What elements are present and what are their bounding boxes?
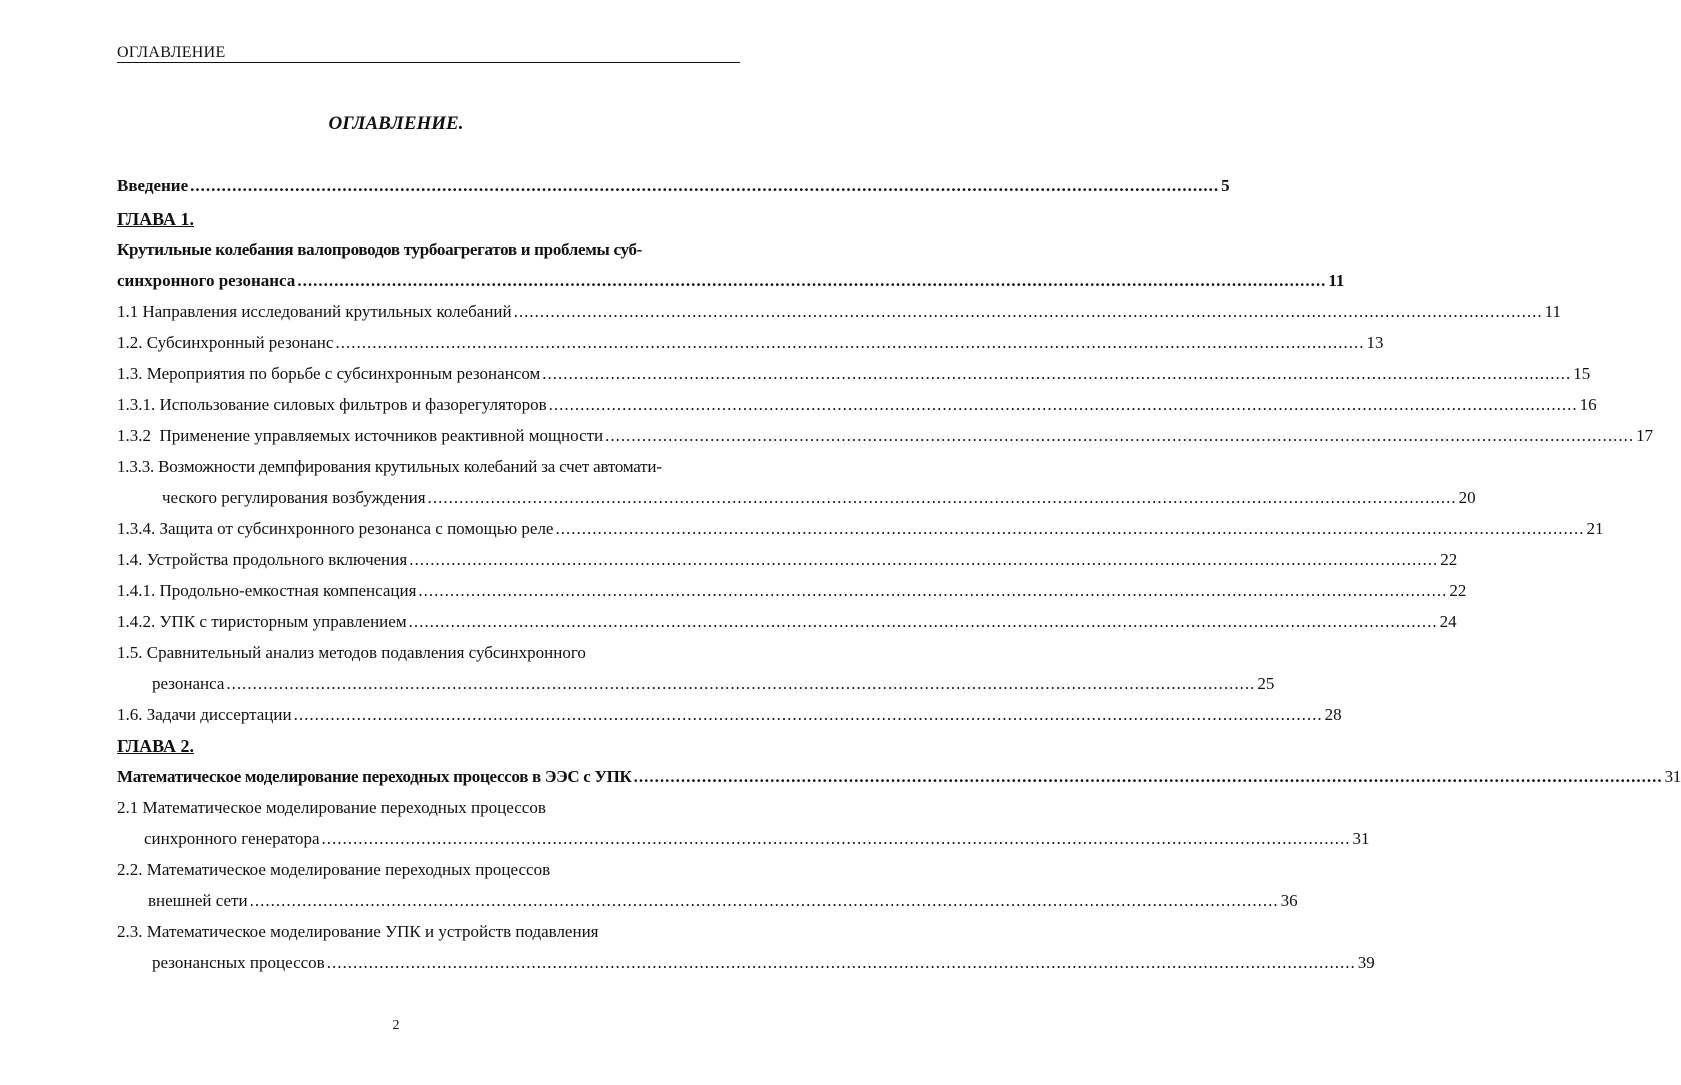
toc-entry-2-2-line2 — [148, 889, 1298, 913]
toc-entry-page: 16 — [1579, 395, 1597, 414]
toc-entry-1-5-line2 — [152, 672, 1275, 696]
toc-entry-page: 22 — [1440, 550, 1458, 569]
toc-entry-1-1 — [117, 300, 1562, 324]
toc-entry-text: 1.4.1. Продольно-емкостная компенсация — [117, 581, 417, 600]
toc-entry-text: синхронного генератора — [144, 829, 320, 848]
toc-entry-1-3-4 — [117, 517, 1604, 541]
chapter-1-title-line2 — [117, 269, 1345, 293]
toc-entry-text: 1.6. Задачи диссертации — [117, 705, 292, 724]
chapter-1-heading: ГЛАВА 1. — [117, 209, 195, 229]
dot-leader: .................................................................................................................................................................................................... — [409, 550, 1439, 569]
dot-leader: .................................................................................................................................................................................................... — [293, 705, 1323, 724]
toc-entry-text: 1.3.1. Использование силовых фильтров и фазорегуляторов — [117, 395, 547, 414]
toc-entry-page: 31 — [1352, 829, 1370, 848]
toc-entry-text: синхронного резонанса — [117, 271, 296, 290]
toc-entry-2-3-line1: 2.3. Математическое моделирование УПК и устройств подавления — [117, 922, 599, 941]
toc-entry-page: 28 — [1324, 705, 1342, 724]
toc-entry-page: 39 — [1357, 953, 1375, 972]
toc-entry-text: 1.2. Субсинхронный резонанс — [117, 333, 334, 352]
dot-leader: .................................................................................................................................................................................................... — [542, 364, 1572, 383]
chapter-1-title-line1: Крутильные колебания валопроводов турбоагрегатов и проблемы суб- — [117, 240, 643, 259]
toc-title: ОГЛАВЛЕНИЕ. — [328, 113, 464, 134]
toc-entry-page: 22 — [1449, 581, 1467, 600]
toc-entry-2-1-line1: 2.1 Математическое моделирование переходных процессов — [117, 798, 546, 817]
toc-entry-text: Математическое моделирование переходных процессов в ЭЭС с УПК — [117, 767, 632, 786]
toc-entry-page: 11 — [1328, 271, 1345, 290]
dot-leader: .................................................................................................................................................................................................... — [297, 271, 1327, 290]
toc-entry-1-3-1 — [117, 393, 1597, 417]
chapter-2-title — [117, 765, 1681, 789]
toc-entry-text: Введение — [117, 176, 189, 195]
toc-entry-1-3-2 — [117, 424, 1654, 448]
dot-leader: .................................................................................................................................................................................................... — [513, 302, 1543, 321]
toc-entry-text: 1.1 Направления исследований крутильных колебаний — [117, 302, 512, 321]
toc-entry-text: резонансных процессов — [152, 953, 325, 972]
toc-entry-text: внешней сети — [148, 891, 248, 910]
toc-entry-intro — [117, 174, 1230, 198]
dot-leader: .................................................................................................................................................................................................... — [249, 891, 1279, 910]
toc-entry-page: 21 — [1586, 519, 1604, 538]
toc-entry-1-3-3-line1: 1.3.3. Возможности демпфирования крутильных колебаний за счет автомати- — [117, 457, 662, 476]
toc-entry-text: 1.3.4. Защита от субсинхронного резонанса с помощью реле — [117, 519, 554, 538]
toc-entry-page: 25 — [1257, 674, 1275, 693]
toc-entry-1-6 — [117, 703, 1342, 727]
toc-entry-text: 1.3. Мероприятия по борьбе с субсинхронным резонансом — [117, 364, 541, 383]
toc-entry-page: 20 — [1458, 488, 1476, 507]
dot-leader: .................................................................................................................................................................................................... — [427, 488, 1457, 507]
toc-entry-2-3-line2 — [152, 951, 1375, 975]
chapter-2-heading: ГЛАВА 2. — [117, 736, 195, 756]
toc-entry-page: 5 — [1221, 176, 1230, 195]
dot-leader: .................................................................................................................................................................................................... — [548, 395, 1578, 414]
dot-leader: .................................................................................................................................................................................................... — [190, 176, 1220, 195]
toc-entry-2-1-line2 — [144, 827, 1370, 851]
toc-entry-1-3-3-line2 — [162, 486, 1476, 510]
dot-leader: .................................................................................................................................................................................................... — [418, 581, 1448, 600]
toc-entry-1-4-1 — [117, 579, 1467, 603]
toc-entry-1-4-2 — [117, 610, 1457, 634]
page-number: 2 — [392, 1018, 400, 1033]
dot-leader: .................................................................................................................................................................................................... — [605, 426, 1635, 445]
toc-entry-page: 36 — [1280, 891, 1298, 910]
toc-entry-1-4 — [117, 548, 1458, 572]
dot-leader: .................................................................................................................................................................................................... — [226, 674, 1256, 693]
toc-entry-2-2-line1: 2.2. Математическое моделирование переходных процессов — [117, 860, 551, 879]
dot-leader: .................................................................................................................................................................................................... — [326, 953, 1356, 972]
toc-entry-text: ческого регулирования возбуждения — [162, 488, 426, 507]
toc-entry-text: 1.4.2. УПК с тиристорным управлением — [117, 612, 407, 631]
dot-leader: .................................................................................................................................................................................................... — [555, 519, 1585, 538]
dot-leader: .................................................................................................................................................................................................... — [408, 612, 1438, 631]
toc-entry-page: 17 — [1636, 426, 1654, 445]
running-header: ОГЛАВЛЕНИЕ — [117, 44, 226, 61]
toc-entry-text: 1.3.2 Применение управляемых источников реактивной мощности — [117, 426, 604, 445]
toc-entry-page: 24 — [1439, 612, 1457, 631]
toc-entry-text: 1.4. Устройства продольного включения — [117, 550, 408, 569]
toc-entry-page: 13 — [1366, 333, 1384, 352]
toc-entry-1-3 — [117, 362, 1591, 386]
toc-entry-page: 31 — [1664, 767, 1681, 786]
header-rule — [117, 62, 740, 63]
dot-leader: .................................................................................................................................................................................................... — [335, 333, 1365, 352]
toc-entry-text: резонанса — [152, 674, 225, 693]
toc-entry-1-5-line1: 1.5. Сравнительный анализ методов подавления субсинхронного — [117, 643, 586, 662]
toc-entry-page: 11 — [1544, 302, 1562, 321]
toc-entry-page: 15 — [1573, 364, 1591, 383]
dot-leader: .................................................................................................................................................................................................... — [321, 829, 1351, 848]
toc-entry-1-2 — [117, 331, 1384, 355]
dot-leader: .................................................................................................................................................................................................... — [633, 767, 1663, 786]
